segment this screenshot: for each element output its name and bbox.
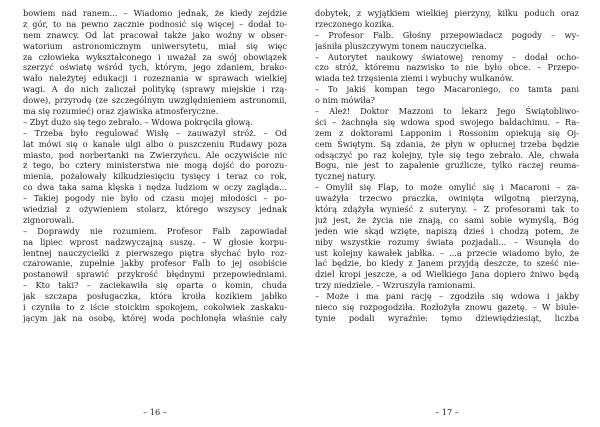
text-line: jaśniła pluszczywym tonem nauczycielka. xyxy=(315,40,487,51)
text-line: mienia, pożałowały kilkudziesięciu tysięcy i teraz co rok, xyxy=(23,171,287,182)
text-line: lentnej nauczycielki z pierwszego piętra słychać było roz- xyxy=(23,247,287,258)
text-line: z tego, bo cztery ministerstwa nie mogą dojść do porozu- xyxy=(23,160,287,171)
text-line: wało należytej edukacji i rozeznania w sprawach wielkiej xyxy=(23,73,287,84)
text-line: nem znawcy. Od lat pracował także jako woźny w obser- xyxy=(23,29,287,40)
text-line: którą zdążyła wynieść z suteryny. – Z profesorami tak to xyxy=(315,204,579,215)
page-number-right: – 17 – xyxy=(435,407,459,417)
text-line: tycznej natury. xyxy=(315,171,376,182)
text-line: wagi. A do nich zaliczał politykę (sprawy miejskie i rzą- xyxy=(23,84,287,95)
text-line: jeden wie skąd wzięte, napiszą dzieś i chodzą potem, że xyxy=(315,225,579,236)
text-line: co dwa taka sama klęska i nędza ludziom w oczy zagląda... xyxy=(23,182,287,193)
text-line: czarowanie, zupełnie jakby profesor Falb to jej osobiście xyxy=(23,258,287,269)
text-line: – Doprawdy nie rozumiem. Profesor Falb zapowiadał xyxy=(23,225,287,236)
text-line: – Ależ! Doktor Mazzoni to lekarz Jego Świątobliwo- xyxy=(315,106,579,117)
text-line: zem z doktorami Lapponim i Rossonim opiekują się Oj- xyxy=(315,127,579,138)
text-line: czo stróż, któremu nazwisko to nie było obce. – Przepo- xyxy=(315,62,579,73)
text-line: dziel kropi jeszcze, a od Wielkiego Jana dopiero żniwo będą xyxy=(315,269,579,280)
text-line: tynie podali wyraźnie: tęmo dziewiędziesiąt, liczba xyxy=(315,312,579,323)
text-line: szerzyć oświatę wśród tych, którym, jego zdaniem, brako- xyxy=(23,62,287,73)
text-line: jącym jak na osobę, której woda pochłonęła właśnie cały xyxy=(23,312,287,323)
page-number-left: – 16 – xyxy=(143,407,167,417)
text-line: ust kolejny kawałek jabłka. – ...a przecie wiadomo było, że xyxy=(315,247,579,258)
text-line: trzy niedziele. – Wzruszyła ramionami. xyxy=(315,280,476,291)
text-line: watorium astronomicznym uniwersytetu, miał się więc xyxy=(23,40,287,51)
text-line: rzeczonego kozika. xyxy=(315,18,395,29)
text-line: ści – żachnęła się wdowa spod swojego baldachimu. – Ra- xyxy=(315,116,579,127)
text-line: już jest, że życia nie znają, co sami sobie wymyślą, Bóg xyxy=(315,214,579,225)
text-line: i czyniła to z iście stoickim spokojem, cokolwiek zaskaku- xyxy=(23,302,287,313)
text-line: dowe), przyrodę (ze szczególnym uwzględnieniem astronomii, xyxy=(23,95,287,106)
left-page xyxy=(23,8,287,324)
text-line: postanowił sprawić przykrość błędnymi przepowiedniami. xyxy=(23,269,287,280)
text-line: na lipiec wprost nadzwyczajną suszę. – W głosie korpu- xyxy=(23,236,287,247)
text-line: bowiem nad ranem... – Wiadomo jednak, że kiedy zejdzie xyxy=(23,8,287,18)
text-line: lat mówi się o kanale ulgi albo o puszczeniu Rudawy poza xyxy=(23,138,287,149)
text-line: odsączyć po raz kolejny, tyle się tego zebrało. Ale, chwała xyxy=(315,149,579,160)
text-line: wiedział z ożywieniem stolarz, którego wszyscy jednak xyxy=(23,204,287,215)
text-line: – Może i ma pani rację – zgodziła się wdowa i jakby xyxy=(315,291,579,302)
text-line: o nim mówiła? xyxy=(315,95,376,106)
text-line: cem Świętym. Są zdania, że płyn w opłucnej trzeba będzie xyxy=(315,138,579,149)
text-line: lać będzie, bo kiedy z Janem przyjdą deszcze, to sześć nie- xyxy=(315,258,579,269)
text-line: – Zbyt dużo się tego zebrało. – Wdowa pokręciła głową. xyxy=(23,116,253,127)
text-line: miasto, pod norbertanki na Zwierzyńcu. Ale oczywiście nic xyxy=(23,149,287,160)
text-line: nieco się rozpogodziła. Rozłożyła znowu gazetę. – W biule- xyxy=(315,302,579,313)
text-line: niby wszystkie rozumy świata pozjadali... – Wsunęła do xyxy=(315,236,579,247)
text-line: – To jakiś kompan tego Macaroniego, co tamta pani xyxy=(315,84,579,95)
text-line: ma się rozumieć) oraz zjawiska atmosferyczne. xyxy=(23,106,219,117)
text-line: dobytek, z wyjątkiem wielkiej pierzyny, kilku poduch oraz xyxy=(315,8,579,18)
right-page xyxy=(315,8,579,324)
text-line: za człowieka wykształconego i uważał za swój obowiązek xyxy=(23,51,287,62)
text-line: – Kto taki? – zaciekawiła się oparta o komin, chuda xyxy=(23,280,287,291)
text-line: z gór, to na pewno zacznie podnosić się więcej – dodał to- xyxy=(23,18,287,29)
text-line: – Trzeba było regulować Wisłę – zauważył stróż. – Od xyxy=(23,127,287,138)
text-line: wiada też trzęsienia ziemi i wybuchy wulkanów. xyxy=(315,73,514,84)
text-line: zignorowali. xyxy=(23,214,74,225)
text-line: uważyła trzecwo praczka, owinięta wilgotną pierzyną, xyxy=(315,193,579,204)
text-line: – Takiej pogody nie było od czasu mojej młodości – po- xyxy=(23,193,287,204)
text-line: jak szczapa posługaczka, która kroiła kozikiem jabłko xyxy=(23,291,287,302)
text-line: – Profesor Falb. Głośny przepowiadacz pogody – wy- xyxy=(315,29,579,40)
text-line: – Autorytet naukowy światowej renomy – dodał ocho- xyxy=(315,51,579,62)
text-line: – Omylił się Flap, to może omylić się i Macaroni – za- xyxy=(315,182,579,193)
text-line: Bogu, nie jest to zapalenie gruźlicze, tylko raczej reuma- xyxy=(315,160,579,171)
